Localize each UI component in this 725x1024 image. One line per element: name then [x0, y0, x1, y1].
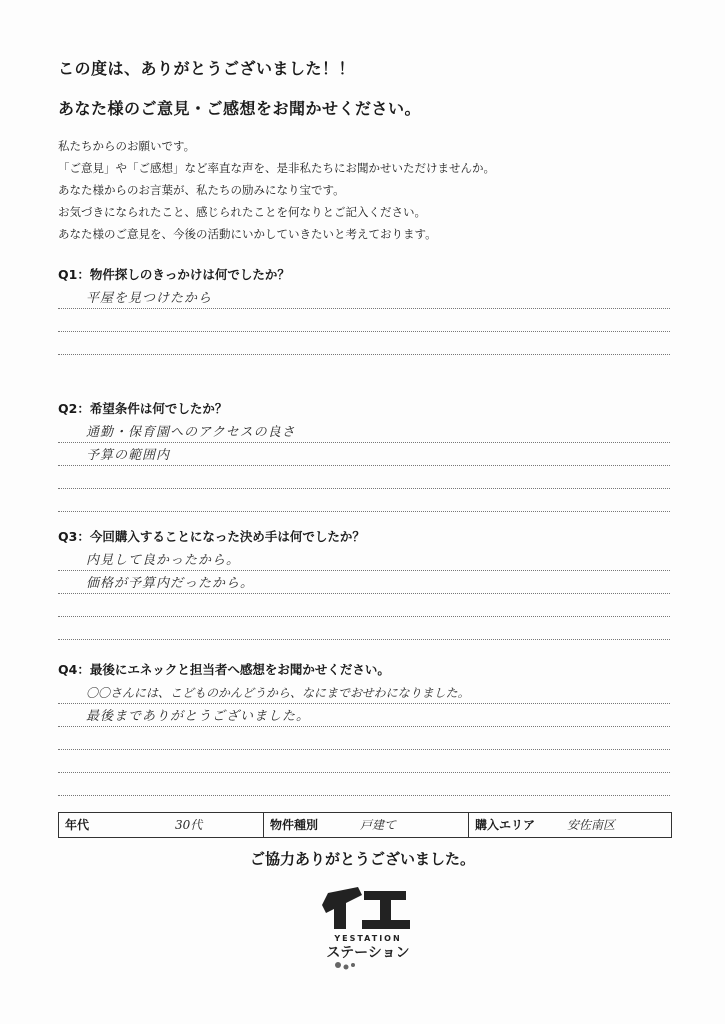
- intro-line: あなた様からのお言葉が、私たちの励みになり宝です。: [58, 183, 345, 197]
- answer-line: [58, 309, 670, 332]
- answer-line: [58, 466, 670, 489]
- purchase-area-value: 安佐南区: [567, 818, 616, 832]
- intro-line: あなた様のご意見を、今後の活動にいかしていきたいと考えております。: [58, 227, 437, 241]
- logo-mark-icon: [318, 883, 418, 973]
- page-title: この度は、ありがとうございました！！: [58, 59, 356, 78]
- property-type-cell: [264, 813, 469, 837]
- handwritten-answer: 予算の範囲内: [86, 448, 171, 463]
- intro-line: 私たちからのお願いです。: [58, 139, 196, 153]
- answer-line: [58, 750, 670, 773]
- intro-line: 「ご意見」や「ご感想」など率直な声を、是非私たちにお聞かせいただけませんか。: [58, 161, 495, 175]
- logo-tagline: YESTATION: [334, 934, 402, 943]
- answer-line: [58, 594, 670, 617]
- answer-line: [58, 571, 670, 594]
- question-label: Q4：最後にエネックと担当者へ感想をお聞かせください。: [58, 662, 390, 677]
- question-1: [58, 264, 670, 355]
- handwritten-answer: 〇〇さんには、こどものかんどうから、なにまでおせわになりました。: [86, 686, 470, 700]
- question-4: [58, 659, 670, 796]
- intro-line: お気づきになられたこと、感じられたことを何なりとご記入ください。: [58, 205, 426, 219]
- intro-text: [58, 135, 495, 245]
- handwritten-answer: 価格が予算内だったから。: [86, 576, 255, 591]
- answer-line: [58, 727, 670, 750]
- answer-line: [58, 704, 670, 727]
- company-logo: [318, 883, 418, 973]
- answer-line: [58, 443, 670, 466]
- purchase-area-cell: [469, 813, 671, 837]
- logo-name: ステーション: [326, 945, 410, 961]
- handwritten-answer: 最後までありがとうございました。: [86, 709, 311, 724]
- question-label: Q2：希望条件は何でしたか？: [58, 401, 228, 416]
- question-2: [58, 398, 670, 512]
- answer-line: [58, 332, 670, 355]
- question-label: Q1：物件探しのきっかけは何でしたか？: [58, 267, 290, 282]
- handwritten-answer: 平屋を見つけたから: [86, 291, 213, 306]
- age-value: 30代: [175, 818, 203, 832]
- purchase-area-label: 購入エリア: [475, 818, 536, 832]
- answer-line: [58, 617, 670, 640]
- property-type-label: 物件種別: [270, 818, 319, 832]
- property-type-value: 戸建て: [360, 818, 397, 832]
- answer-line: [58, 773, 670, 796]
- page-subtitle: あなた様のご意見・ご感想をお聞かせください。: [58, 99, 422, 118]
- question-3: [58, 526, 670, 640]
- answer-line: [58, 681, 670, 704]
- closing-message: ご協力ありがとうございました。: [249, 850, 475, 868]
- handwritten-answer: 通勤・保育園へのアクセスの良さ: [86, 425, 296, 440]
- answer-line: [58, 489, 670, 512]
- answer-line: [58, 420, 670, 443]
- age-label: 年代: [65, 818, 90, 832]
- question-label: Q3：今回購入することになった決め手は何でしたか？: [58, 529, 365, 544]
- respondent-info-table: [58, 812, 672, 838]
- age-cell: [59, 813, 264, 837]
- handwritten-answer: 内見して良かったから。: [86, 553, 241, 568]
- answer-line: [58, 548, 670, 571]
- answer-line: [58, 286, 670, 309]
